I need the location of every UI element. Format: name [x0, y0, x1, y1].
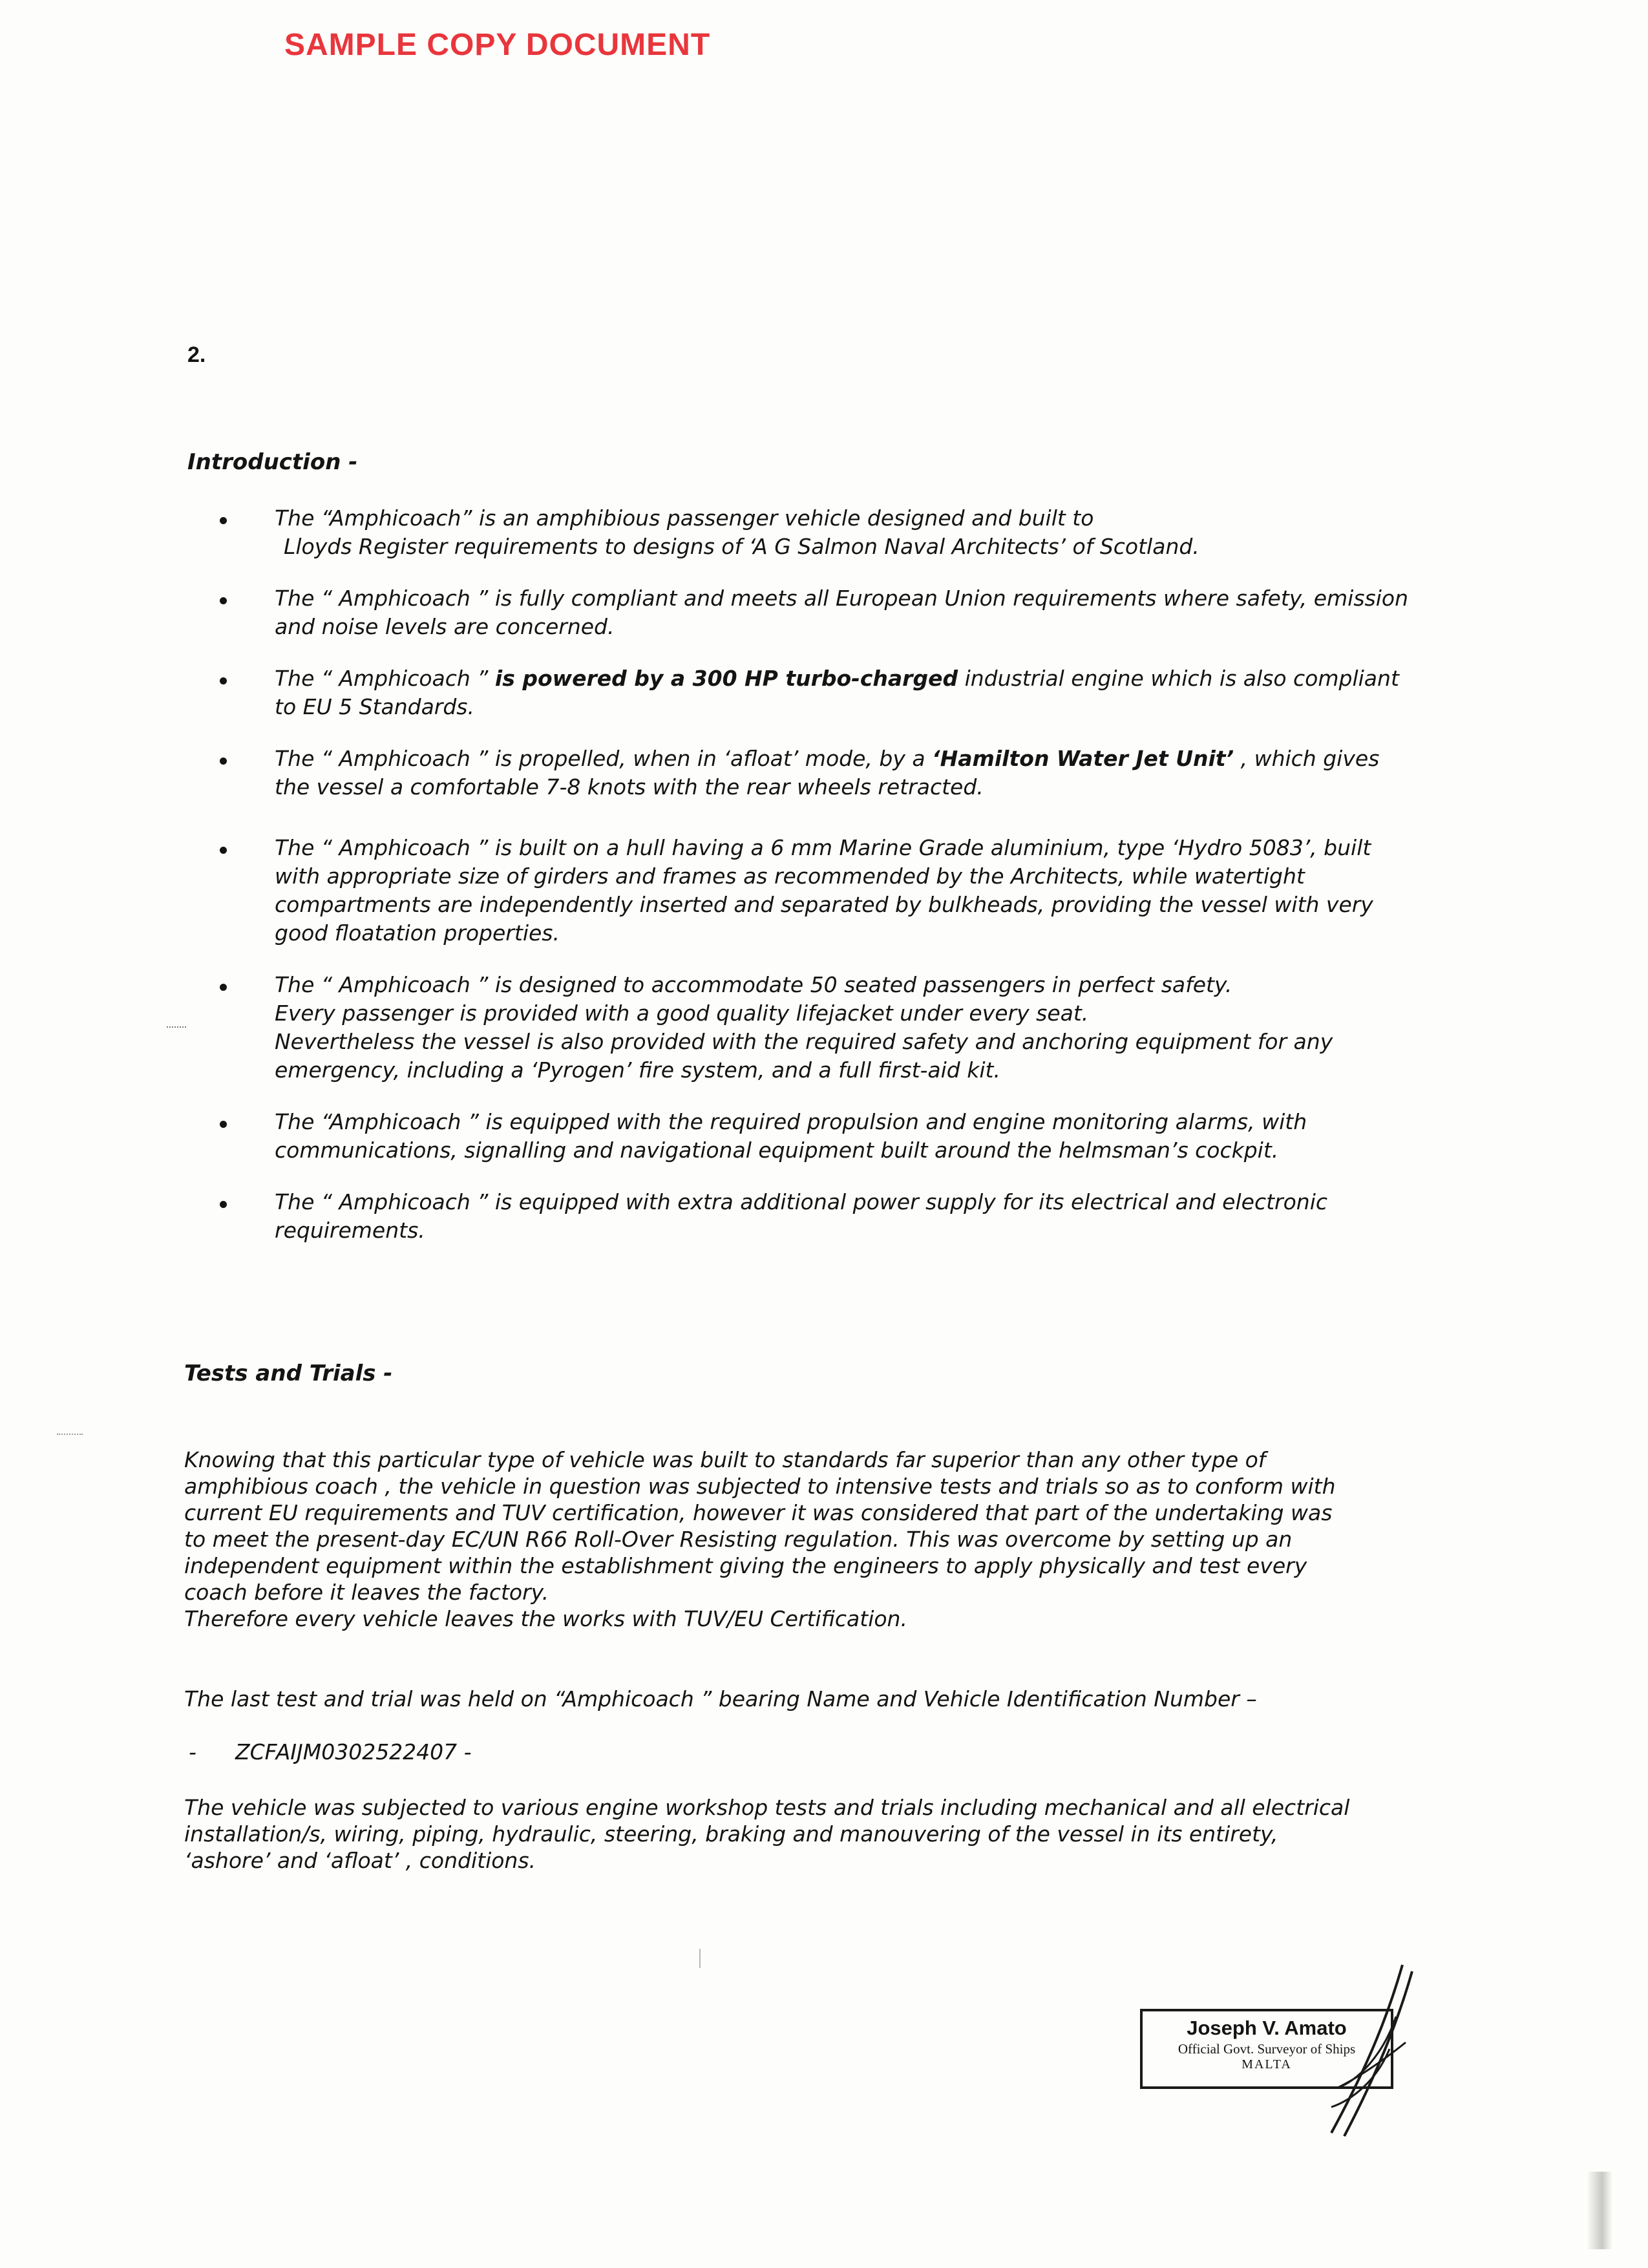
bullet-text: industrial engine which is also compliant to EU 5 Standards. — [275, 666, 1399, 719]
bullet-item — [220, 1188, 1415, 1245]
handwritten-signature-icon — [1293, 1958, 1422, 2139]
bullet-item — [220, 504, 1415, 561]
surveyor-country: MALTA — [1241, 2057, 1292, 2072]
introduction-heading: Introduction - — [187, 449, 358, 475]
vin-value: ZCFAIJM0302522407 - — [235, 1739, 472, 1765]
last-test-paragraph: The last test and trial was held on “Amphicoach ” bearing Name and Vehicle Identification Number – — [184, 1686, 1257, 1712]
bullet-emphasis: ‘Hamilton Water Jet Unit’ — [932, 746, 1234, 771]
bullet-text: The “ Amphicoach ” is equipped with extra additional power supply for its electrical and electronic requirements. — [275, 1189, 1328, 1243]
bullet-dot-icon — [220, 677, 227, 684]
bullet-item — [220, 664, 1415, 721]
tests-paragraph: Knowing that this particular type of vehicle was built to standards far superior than any other type of amphibious coach , the vehicle in question was subjected to intensive tests and trials so as to conform with current EU requirements and TUV certification, however it was considered that part of the undertaking was to meet the present-day EC/UN R66 Roll-Over Resisting regulation. This was overcome by setting up an independent equipment within the establishment giving the engineers to apply physically and test every coach before it leaves the factory. — [184, 1447, 1336, 1605]
bullet-dot-icon — [220, 847, 227, 854]
scan-mark — [57, 1434, 83, 1439]
bullet-text: The “ Amphicoach ” — [275, 666, 495, 691]
workshop-tests-paragraph: The vehicle was subjected to various engine workshop tests and trials including mechanical and all electrical installation/s, wiring, piping, hydraulic, steering, braking and manouvering of the vessel in its entirety, ‘ashore’ and ‘afloat’ , conditions. — [184, 1795, 1350, 1873]
bullet-emphasis: is powered by a 300 HP turbo-charged — [494, 666, 958, 691]
scan-mark — [167, 1026, 186, 1032]
vehicle-identification-number — [189, 1739, 1365, 1765]
bullet-item — [220, 1108, 1415, 1165]
bullet-dot-icon — [220, 597, 227, 604]
surveyor-title: Official Govt. Surveyor of Ships — [1178, 2041, 1356, 2057]
bullet-text: The “Amphicoach ” is equipped with the required propulsion and engine monitoring alarms, with communications, signalling and navigational equipment built around the helmsman’s cockpit. — [275, 1109, 1307, 1163]
bullet-text: Lloyds Register requirements to designs of ‘A G Salmon Naval Architects’ of Scotland. — [284, 534, 1199, 559]
bullet-dot-icon — [220, 984, 227, 991]
bullet-text: , which gives the vessel a comfortable 7-8 knots with the rear wheels retracted. — [275, 746, 1380, 800]
scan-mark — [699, 1949, 701, 1968]
tests-and-trials-heading: Tests and Trials - — [184, 1361, 393, 1386]
bullet-text: The “ Amphicoach ” is fully compliant and meets all European Union requirements where safety, emission and noise levels are concerned. — [275, 586, 1409, 639]
certification-paragraph: Therefore every vehicle leaves the works with TUV/EU Certification. — [184, 1606, 907, 1631]
vin-dash: - — [189, 1739, 196, 1765]
bullet-dot-icon — [220, 517, 227, 524]
bullet-text: The “ Amphicoach ” is propelled, when in ‘afloat’ mode, by a — [275, 746, 933, 771]
bullet-item — [220, 584, 1415, 641]
bullet-text: The “ Amphicoach ” is built on a hull having a 6 mm Marine Grade aluminium, type ‘Hydro 5083’, built with appropriate size of girders and frames as recommended by the Architects, while watertight compartments are independently inserted and separated by bulkheads, providing the vessel with very good floatation properties. — [275, 835, 1373, 946]
bullet-dot-icon — [220, 758, 227, 765]
bullet-item — [220, 971, 1415, 1085]
bullet-text: The “ Amphicoach ” is designed to accommodate 50 seated passengers in perfect safety. — [275, 972, 1232, 997]
page-number: 2. — [187, 343, 206, 367]
scan-mark — [1587, 2172, 1612, 2249]
introduction-bullet-list — [220, 504, 1415, 1268]
surveyor-name: Joseph V. Amato — [1187, 2017, 1347, 2039]
bullet-text: Nevertheless the vessel is also provided with the required safety and anchoring equipment for any emergency, including a ‘Pyrogen’ fire system, and a full first-aid kit. — [275, 1029, 1333, 1083]
bullet-text: Every passenger is provided with a good quality lifejacket under every seat. — [275, 1001, 1089, 1026]
bullet-dot-icon — [220, 1121, 227, 1128]
bullet-dot-icon — [220, 1201, 227, 1208]
bullet-item — [220, 745, 1415, 801]
bullet-item — [220, 834, 1415, 948]
sample-copy-stamp: SAMPLE COPY DOCUMENT — [284, 28, 711, 62]
bullet-text: The “Amphicoach” is an amphibious passenger vehicle designed and built to — [275, 505, 1094, 531]
